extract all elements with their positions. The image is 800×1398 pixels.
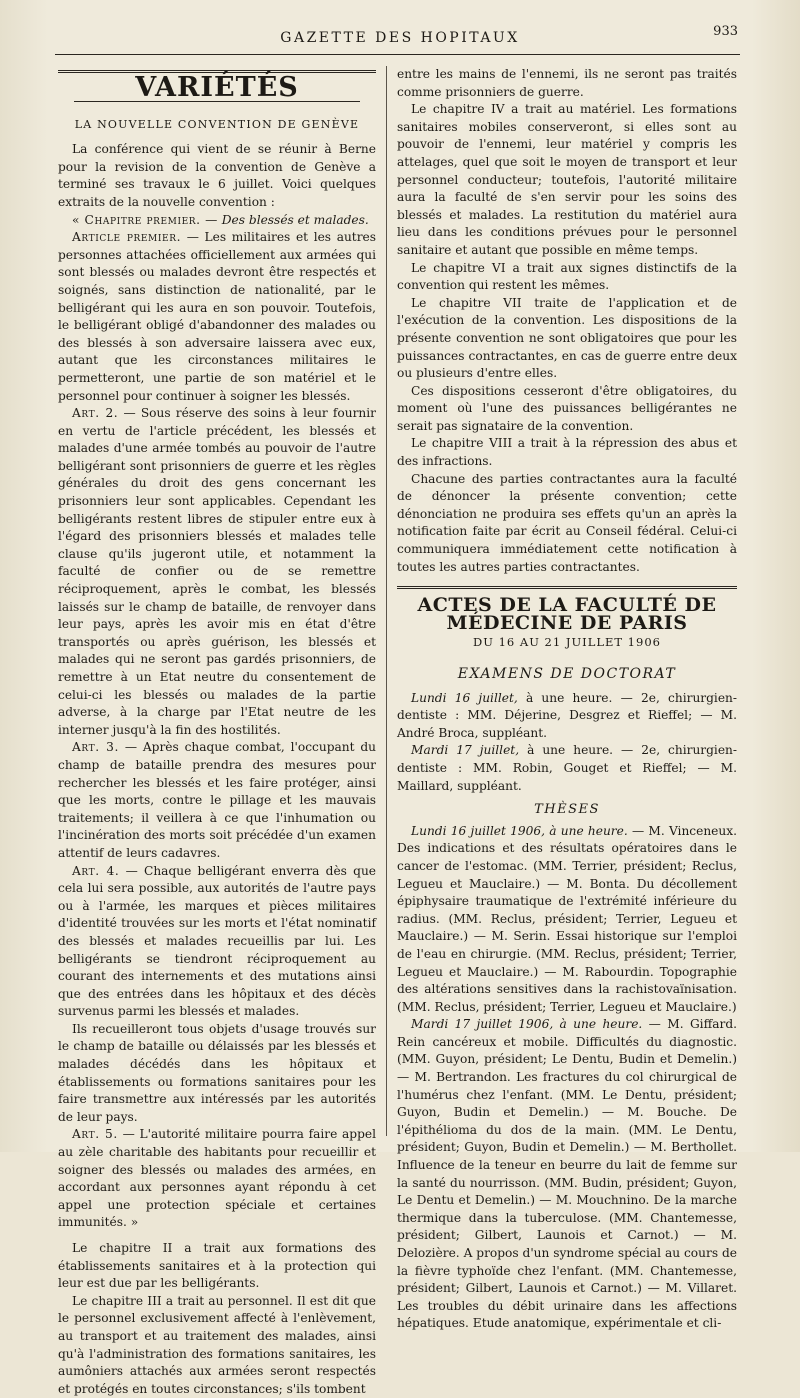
actes-top-rule	[397, 586, 737, 589]
exam2-text: à une heure. — 2e, chirurgien-dentiste : MM. Robin, Gouget et Rieffel; — M. Maillard, suppléant.	[397, 743, 738, 793]
chapter4-paragraph: Le chapitre IV a trait au matériel. Les formations sanitaires mobiles conserveront, si elles sont au pouvoir de l'ennemi, leur matériel y compris les attelages, quel que soit le moyen de transport et leur personnel conducteur; toutefois, l'autorité militaire aura la faculté de s'en servir pour les soins des blessés et malades. La restitution du matériel aura lieu dans les conditions prévues pour le personnel sanitaire et autant que possible en même temps.	[397, 102, 737, 257]
theses2-paragraph	[397, 1016, 737, 1333]
chapter7-paragraph: Le chapitre VII traite de l'application et de l'exécution de la convention. Les dispositions de la présente convention ne sont obligatoires que pour les puissances contractantes, en cas de guerre entre deux ou plusieurs d'entre elles.	[397, 295, 737, 381]
exam1-date: Lundi 16 juillet,	[411, 690, 518, 705]
exam2-paragraph	[397, 742, 737, 795]
chapter3-paragraph: Le chapitre III a trait au personnel. Il est dit que le personnel exclusivement affecté à l'enlèvement, au transport et au traitement des malades, ainsi qu'à l'administration des formations sanitaires, les aumôniers attachés aux armées seront respectés et protégés en toutes circonstances; s'ils tombent	[58, 1293, 376, 1396]
article4-label: Art. 4.	[72, 863, 120, 878]
theses-heading: THÈSES	[534, 802, 600, 818]
theses1-text: — M. Vinceneux. Des indications et des résultats opératoires dans le cancer de l'estomac. (MM. Terrier, président; Reclus, Legueu et Mauclaire.) — M. Bonta. Du décollement épiphysaire traumatique de l'extrémité inférieure du radius. (MM. Reclus, président; Terrier, Legueu et Mauclaire.) — M. Serin. Essai historique sur l'emploi de l'eau en chirurgie. (MM. Reclus, président; Terrier, Legueu et Mauclaire.) — M. Rabourdin. Topographie des altérations sensitives dans la rachistovaïnisation. (MM. Reclus, président; Terrier, Legueu et Mauclaire.)	[397, 823, 737, 1014]
theses2-date: Mardi 17 juillet 1906, à une heure.	[411, 1017, 643, 1032]
theses1-paragraph	[397, 823, 737, 1017]
theses1-date: Lundi 16 juillet 1906, à une heure.	[411, 823, 628, 838]
page-number: 933	[713, 24, 738, 39]
article3-paragraph	[58, 739, 376, 862]
article5-label: Art. 5.	[72, 1127, 118, 1142]
actes-date: DU 16 AU 21 JUILLET 1906	[473, 635, 661, 650]
theses2-text: — M. Giffard. Rein cancéreux et mobile. Difficultés du diagnostic. (MM. Guyon, président; Le Dentu, Budin et Demelin.) — M. Bertrandon. Les fractures du col chirurgical de l'humérus chez l'enfant. (MM. Le Dentu, président; Guyon, Budin et Demelin.) — M. Bouche. De l'épithélioma du dos de la main. (MM. Le Dentu, président; Guyon, Budin et Demelin.) — M. Berthollet. Influence de la teneur en beurre du lait de femme sur la santé du nourrisson. (MM. Budin, président; Guyon, Le Dentu et Demelin.) — M. Mouchnino. De la marche thermique dans la tuberculose. (MM. Chantemesse, président; Gilbert, Launois et Carnot.) — M. Delozière. A propos d'un syndrome spécial au cours de la fièvre typhoïde chez l'enfant. (MM. Chantemesse, président; Gilbert, Launois et Carnot.) — M. Villaret. Les troubles du débit urinaire dans les affections hépatiques. Etude anatomique, expérimentale et cli-	[397, 1017, 737, 1331]
chapter2-paragraph: Le chapitre II a trait aux formations des établissements sanitaires et à la protection qui leur est due par les belligérants.	[58, 1241, 376, 1291]
section-title: VARIÉTÉS	[135, 72, 299, 103]
article-title: LA NOUVELLE CONVENTION DE GENÈVE	[74, 117, 360, 131]
article1-paragraph	[58, 229, 376, 405]
article3-label: Art. 3.	[72, 740, 119, 755]
chapter8b-paragraph: Chacune des parties contractantes aura la faculté de dénoncer la présente convention; cette dénonciation ne produira ses effets qu'un an après la notification faite par écrit au Conseil fédéral. Celui-ci communiquera immédiatement cette notification à toutes les autres parties contractantes.	[397, 471, 737, 574]
right-column	[397, 66, 737, 1333]
article5-text: — L'autorité militaire pourra faire appel au zèle charitable des habitants pour recueillir et soigner des blessés ou malades des armées, en accordant aux personnes ayant répondu à cet appel une protection spéciale et certaines immunités. »	[58, 1127, 377, 1230]
chapter1-label: « Chapitre premier. —	[72, 212, 218, 227]
left-column	[58, 70, 376, 1398]
article2-label: Art. 2.	[72, 406, 119, 421]
exam1-text: à une heure. — 2e, chirurgien-dentiste : MM. Déjerine, Desgrez et Rieffel; — M. André Broca, suppléant.	[397, 690, 737, 740]
article3-text: — Après chaque combat, l'occupant du champ de bataille prendra des mesures pour rechercher les blessés et les faire protéger, ainsi que les morts, contre le pillage et les mauvais traitements; il veillera à ce que l'inhumation ou l'incinération des morts soit précédée d'un examen attentif de leurs cadavres.	[58, 740, 377, 860]
article1-text: — Les militaires et les autres personnes attachées officiellement aux armées qui sont blessés ou malades devront être respectés et soignés, sans distinction de nationalité, par le belligérant qui les aura en son pouvoir. Toutefois, le belligérant obligé d'abandonner des malades ou des blessés à son adversaire laissera avec eux, autant que les circonstances militaires le permetteront, une partie de son matériel et le personnel pour continuer à soigner les blessés.	[58, 230, 376, 403]
article5-paragraph	[58, 1126, 376, 1232]
running-header: GAZETTE DES HOPITAUX	[280, 30, 520, 46]
intro-paragraph: La conférence qui vient de se réunir à Berne pour la revision de la convention de Genève a terminé ses travaux le 6 juillet. Voici quelques extraits de la nouvelle convention :	[58, 142, 376, 209]
actes-title: ACTES DE LA FACULTÉ DE MÉDECINE DE PARIS	[417, 594, 717, 634]
exam1-paragraph	[397, 690, 737, 743]
chapter7b-paragraph: Ces dispositions cesseront d'être obligatoires, du moment où l'une des puissances belligérantes ne serait pas signataire de la convention.	[397, 383, 737, 433]
examens-heading: EXAMENS DE DOCTORAT	[457, 666, 677, 682]
article2-paragraph	[58, 405, 376, 739]
article4-text: — Chaque belligérant enverra dès que cela lui sera possible, aux autorités de l'autre pays ou à l'armée, les marques et pièces militaires d'identité trouvées sur les morts et l'état nominatif des blessés et malades recueillis par lui. Les belligérants se tiendront réciproquement au courant des internements et des mutations ainsi que des entrées dans les hôpitaux et des décès survenus parmi les blessés et malades.	[58, 863, 377, 1019]
article4b-paragraph: Ils recueilleront tous objets d'usage trouvés sur le champ de bataille ou délaissés par les blessés et malades décédés dans les hôpitaux et établissements ou formations sanitaires pour les faire transmettre aux intéressés par les autorités de leur pays.	[58, 1021, 376, 1124]
exam2-date: Mardi 17 juillet,	[411, 743, 520, 758]
chapter6-paragraph: Le chapitre VI a trait aux signes distinctifs de la convention qui restent les mêmes.	[397, 260, 737, 293]
article2-text: — Sous réserve des soins à leur fournir en vertu de l'article précédent, les blessés et malades d'une armée tombés au pouvoir de l'autre belligérant sont prisonniers de guerre et les règles générales du droit des gens concernant les prisonniers leur sont applicables. Cependant les belligérants restent libres de stipuler entre eux à l'égard des prisonniers blessés et malades telle clause qu'ils jugeront utile, et notamment la faculté de confier ou de se remettre réciproquement, après le combat, les blessés laissés sur le champ de bataille, de renvoyer dans leur pays, après les avoir mis en état d'être transportés ou après guérison, les blessés et malades qui ne seront pas gardés prisonniers, de remettre à un Etat neutre du consentement de celui-ci les blessés ou malades de la partie adverse, à la charge par l'Etat neutre de les interner jusqu'à la fin des hostilités.	[58, 406, 377, 737]
column-divider	[386, 66, 387, 1136]
article4-paragraph	[58, 863, 376, 1021]
chapter1-title: Des blessés et malades.	[221, 212, 369, 227]
chapter1-heading	[58, 212, 376, 230]
chapter8-paragraph: Le chapitre VIII a trait à la répression des abus et des infractions.	[397, 436, 737, 469]
article1-label: Article premier.	[72, 230, 182, 245]
header-rule	[55, 54, 740, 55]
continued-paragraph: entre les mains de l'ennemi, ils ne seront pas traités comme prisonniers de guerre.	[397, 67, 737, 99]
